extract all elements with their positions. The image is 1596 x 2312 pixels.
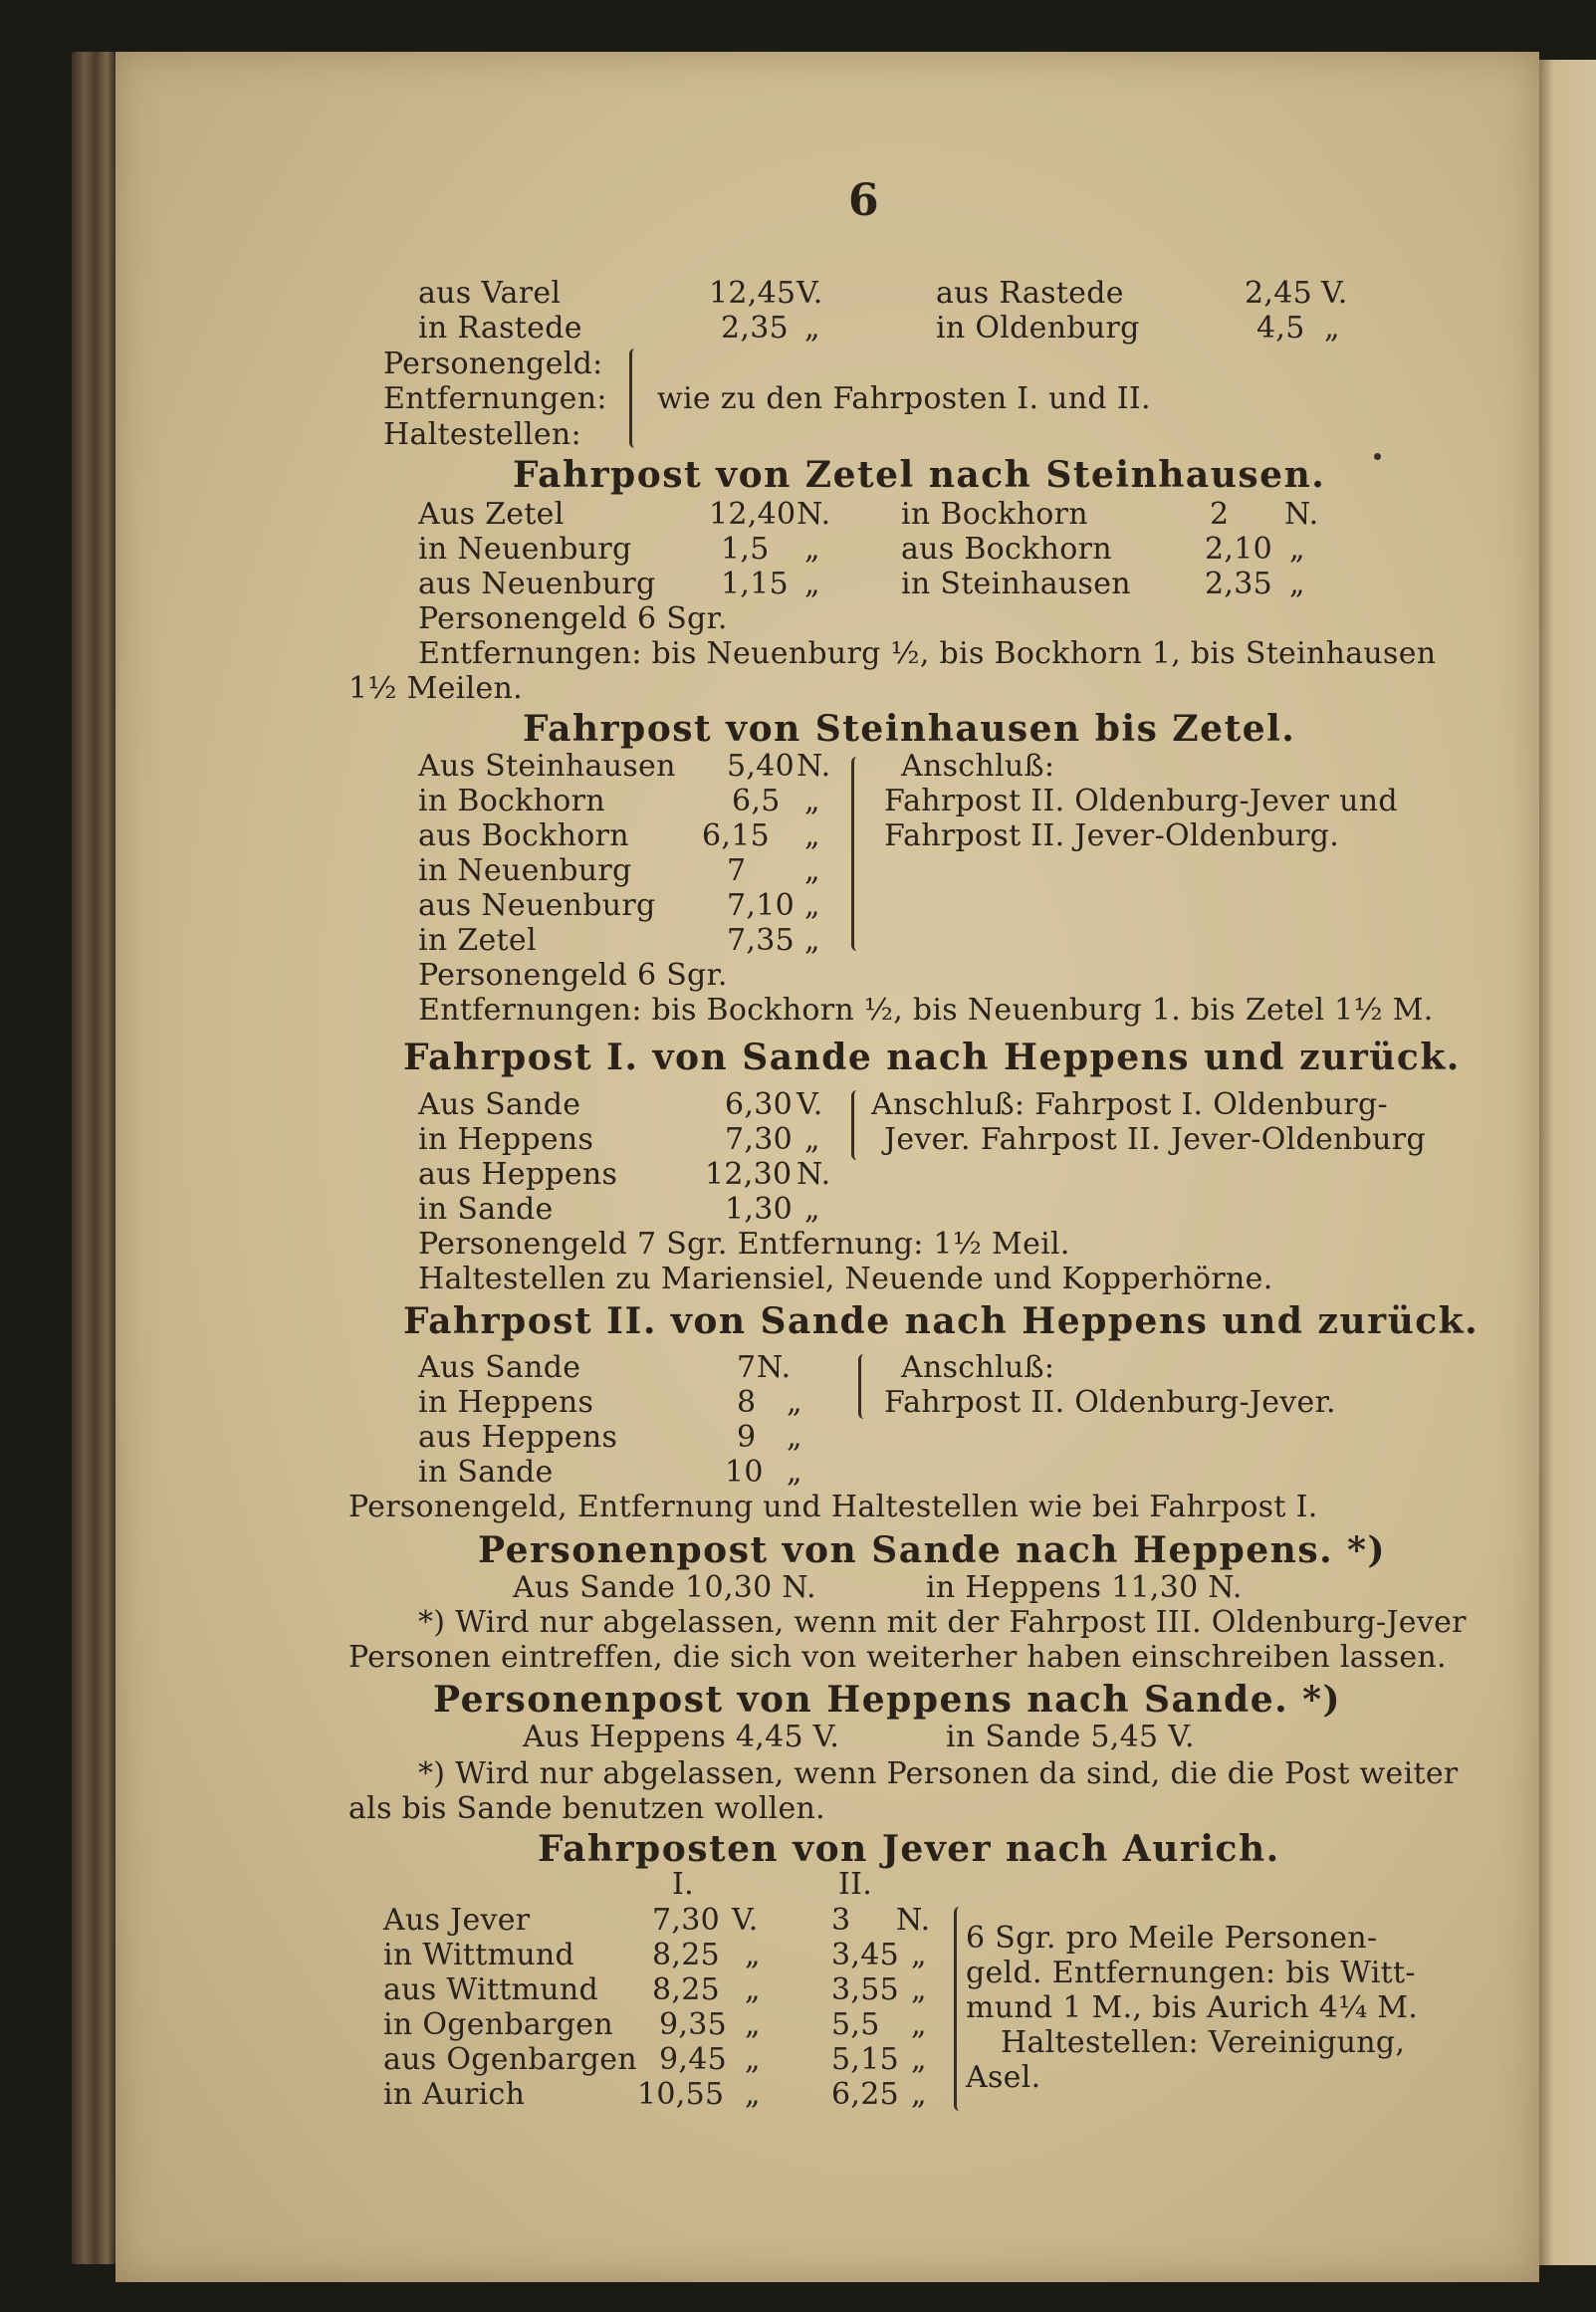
text-line: „ [745,2007,761,2042]
text-line: I. [672,1867,694,1902]
text-line: in Oldenburg [936,311,1140,346]
text-line: Personen eintreffen, die sich von weiterher haben einschreiben lassen. [348,1640,1447,1675]
text-line: Haltestellen: [383,417,581,452]
text-line: „ [804,311,820,346]
text-line: 10 [725,1455,764,1490]
text-line: „ [804,818,820,853]
text-line: Personengeld 6 Sgr. [418,958,728,993]
text-line: 12,40 [709,497,797,532]
text-line: 7,10 [727,888,795,923]
text-line: 7,30 [652,1903,720,1938]
text-line: 8 [737,1385,757,1420]
text-line: 3 [831,1903,851,1938]
page-number: 6 [848,175,879,226]
section-heading: Personenpost von Sande nach Heppens. *) [478,1529,1387,1571]
next-page-edge [1539,60,1596,2265]
text-line: 1,30 [725,1192,793,1227]
text-line: 1,5 [721,532,770,567]
text-line: in Steinhausen [901,567,1131,601]
text-line: Entfernungen: bis Bockhorn ½, bis Neuenburg 1. bis Zetel 1½ M. [418,993,1434,1028]
text-line: *) Wird nur abgelassen, wenn mit der Fahrpost III. Oldenburg-Jever [418,1605,1467,1640]
text-line: 3,55 [831,1972,899,2007]
text-line: in Rastede [418,311,582,346]
text-line: 1½ Meilen. [348,671,523,706]
text-line: 12,45 [709,276,797,311]
section-heading: Fahrpost von Steinhausen bis Zetel. [523,708,1296,750]
text-line: aus Bockhorn [901,532,1112,567]
text-line: „ [787,1420,802,1455]
text-line: „ [1289,567,1305,601]
section-heading: Fahrpost I. von Sande nach Heppens und zurück. [403,1037,1461,1078]
text-line: 9,45 [659,2042,727,2077]
text-line: in Sande [418,1455,554,1490]
text-line: Personengeld 7 Sgr. Entfernung: 1½ Meil. [418,1227,1070,1262]
text-line: aus Heppens [418,1157,618,1192]
text-line: aus Varel [418,276,562,311]
text-line: 9 [737,1420,757,1455]
text-line: Fahrpost II. Oldenburg-Jever und [884,784,1398,818]
text-line: mund 1 M., bis Aurich 4¼ M. [966,1990,1419,2025]
text-line: „ [1324,311,1340,346]
text-line: „ [804,784,820,818]
text-line: „ [804,1122,820,1157]
text-line: „ [745,1938,761,1972]
brace [858,1354,869,1419]
text-line: „ [804,888,820,923]
text-line: in Sande 5,45 V. [946,1720,1195,1754]
text-line: „ [745,2077,761,2112]
text-line: 6,15 [702,818,770,853]
text-line: Aus Steinhausen [418,749,676,784]
text-line: „ [804,567,820,601]
text-line: in Ogenbargen [383,2007,613,2042]
text-line: Entfernungen: bis Neuenburg ½, bis Bockhorn 1, bis Steinhausen [418,636,1437,671]
text-line: N. [896,1903,931,1938]
text-line: „ [745,1972,761,2007]
text-line: 6,30 [725,1087,793,1122]
book-spine [72,52,115,2264]
text-line: Entfernungen: [383,381,607,416]
text-line: N. [797,497,831,532]
text-line: „ [804,1192,820,1227]
text-line: 9,35 [659,2007,727,2042]
text-line: 5,15 [831,2042,899,2077]
text-line: „ [787,1455,802,1490]
brace [629,348,640,448]
text-line: 7,35 [727,923,795,958]
section-heading: Fahrpost von Zetel nach Steinhausen. [513,454,1326,496]
text-line: Aus Zetel [418,497,565,532]
text-line: in Neuenburg [418,532,632,567]
text-line: Haltestellen zu Mariensiel, Neuende und Kopperhörne. [418,1262,1273,1296]
text-line: 12,30 [705,1157,793,1192]
text-line: in Aurich [383,2077,526,2112]
text-line: II. [838,1867,873,1902]
ink-speck [1374,453,1381,460]
section-heading: Fahrpost II. von Sande nach Heppens und zurück. [403,1300,1480,1342]
text-line: Aus Jever [383,1903,531,1938]
text-line: N. [797,749,831,784]
text-line: Fahrpost II. Oldenburg-Jever. [884,1385,1336,1420]
text-line: 8,25 [652,1972,720,2007]
text-line: Anschluß: Fahrpost I. Oldenburg- [871,1087,1388,1122]
text-line: Personengeld 6 Sgr. [418,601,728,636]
text-line: 7,30 [725,1122,793,1157]
text-line: Aus Heppens 4,45 V. [523,1720,840,1754]
text-line: Personengeld, Entfernung und Haltestellen wie bei Fahrpost I. [348,1490,1318,1524]
text-line: in Heppens [418,1385,594,1420]
text-line: 10,55 [637,2077,725,2112]
text-line: Personengeld: [383,347,603,381]
section-heading: Personenpost von Heppens nach Sande. *) [433,1679,1342,1721]
text-line: N. [797,1157,831,1192]
text-line: geld. Entfernungen: bis Witt- [966,1956,1416,1990]
text-line: 7 [727,853,747,888]
text-line: 2,35 [721,311,789,346]
text-line: „ [911,1938,927,1972]
text-line: Asel. [966,2060,1041,2095]
text-line: Haltestellen: Vereinigung, [1001,2025,1406,2060]
text-line: 6,5 [732,784,781,818]
text-line: Aus Sande 10,30 N. [513,1570,816,1605]
text-line: in Zetel [418,923,537,958]
text-line: 7 [737,1350,757,1385]
text-line: in Bockhorn [418,784,605,818]
text-line: in Sande [418,1192,554,1227]
text-line: in Heppens [418,1122,594,1157]
text-line: 2,45 [1245,276,1312,311]
text-line: Anschluß: [901,749,1055,784]
text-line: 5,40 [727,749,795,784]
text-line: aus Wittmund [383,1972,599,2007]
text-line: „ [911,1972,927,2007]
text-line: N. [757,1350,792,1385]
text-line: 3,45 [831,1938,899,1972]
brace [851,1090,862,1160]
text-line: „ [787,1385,802,1420]
text-line: Jever. Fahrpost II. Jever-Oldenburg [884,1122,1426,1157]
text-line: V. [1321,276,1348,311]
text-line: „ [745,2042,761,2077]
text-line: 8,25 [652,1938,720,1972]
text-line: Aus Sande [418,1350,581,1385]
text-line: 1,15 [721,567,789,601]
text-line: 5,5 [831,2007,880,2042]
text-line: in Bockhorn [901,497,1088,532]
text-line: aus Ogenbargen [383,2042,637,2077]
text-line: „ [1289,532,1305,567]
text-line: in Heppens 11,30 N. [926,1570,1243,1605]
text-line: V. [732,1903,759,1938]
text-line: aus Neuenburg [418,888,656,923]
text-line: „ [911,2042,927,2077]
text-line: in Wittmund [383,1938,575,1972]
text-line: „ [911,2077,927,2112]
text-line: Aus Sande [418,1087,581,1122]
text-line: V. [797,1087,823,1122]
text-line: Anschluß: [901,1350,1055,1385]
text-line: als bis Sande benutzen wollen. [348,1791,826,1826]
text-line: 2,35 [1205,567,1272,601]
text-line: *) Wird nur abgelassen, wenn Personen da sind, die die Post weiter [418,1756,1459,1791]
text-line: „ [804,853,820,888]
text-line: aus Heppens [418,1420,618,1455]
text-line: 2,10 [1205,532,1272,567]
text-line: aus Neuenburg [418,567,656,601]
brace [851,757,862,951]
text-line: 4,5 [1256,311,1305,346]
text-line: „ [804,923,820,958]
text-line: Fahrpost II. Jever-Oldenburg. [884,818,1340,853]
text-line: N. [1284,497,1319,532]
text-line: 6 Sgr. pro Meile Personen- [966,1921,1378,1956]
text-line: 2 [1210,497,1230,532]
text-line: aus Bockhorn [418,818,629,853]
text-line: 6,25 [831,2077,899,2112]
text-line: wie zu den Fahrposten I. und II. [657,381,1151,416]
text-line: in Neuenburg [418,853,632,888]
section-heading: Fahrposten von Jever nach Aurich. [538,1828,1280,1870]
text-line: „ [911,2007,927,2042]
text-line: aus Rastede [936,276,1124,311]
text-line: V. [797,276,823,311]
brace [954,1907,965,2111]
text-line: „ [804,532,820,567]
